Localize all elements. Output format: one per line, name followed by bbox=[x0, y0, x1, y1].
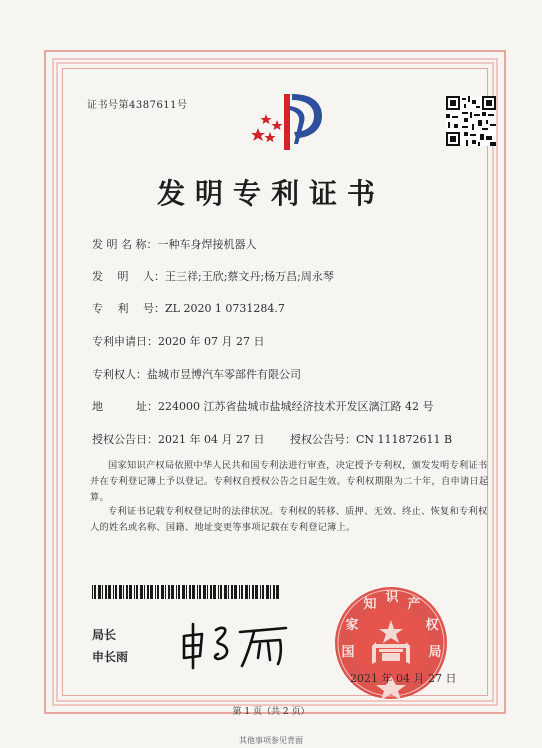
filing-date-value: 2020 年 07 月 27 日 bbox=[158, 335, 265, 348]
announce-date-row bbox=[92, 431, 264, 447]
barcode-bar bbox=[262, 585, 264, 599]
barcode-bar bbox=[197, 585, 198, 599]
invention-name-label: 发 明 名 称： bbox=[92, 238, 158, 251]
barcode-bar bbox=[189, 585, 191, 599]
announce-date-value: 2021 年 04 月 27 日 bbox=[158, 433, 265, 446]
barcode-bar bbox=[123, 585, 124, 599]
patent-number-value: ZL 2020 1 0731284.7 bbox=[165, 302, 285, 315]
barcode-bar bbox=[98, 585, 101, 599]
patent-number-label: 专 利 号： bbox=[92, 302, 165, 315]
barcode-bar bbox=[119, 585, 122, 599]
barcode-bar bbox=[136, 585, 138, 599]
barcode-bar bbox=[92, 585, 93, 599]
footer-note: 其他事项参见背面 bbox=[239, 736, 303, 745]
patentee-value: 盐城市昱博汽车零部件有限公司 bbox=[147, 368, 301, 381]
barcode-bar bbox=[239, 585, 240, 599]
announce-number-value: CN 111872611 B bbox=[356, 433, 453, 446]
handwritten-signature bbox=[180, 614, 290, 670]
seal-char-7: 局 bbox=[428, 645, 442, 660]
inventor-value: 王三祥;王欣;蔡文丹;杨万昌;周永琴 bbox=[165, 270, 334, 283]
address-label: 地 址： bbox=[92, 400, 158, 413]
announce-number-row bbox=[290, 431, 452, 447]
barcode-bar bbox=[245, 585, 248, 599]
director-title: 局长 bbox=[92, 628, 117, 642]
barcode-bar bbox=[207, 585, 208, 599]
barcode-bar bbox=[105, 585, 107, 599]
seal-char-5: 产 bbox=[407, 597, 421, 612]
barcode-bar bbox=[113, 585, 114, 599]
seal-char-6: 权 bbox=[425, 618, 439, 633]
barcode-bar bbox=[224, 585, 227, 599]
barcode-bar bbox=[157, 585, 159, 599]
barcode-bar bbox=[203, 585, 206, 599]
barcode-bar bbox=[234, 585, 237, 599]
patent-number-row bbox=[92, 300, 285, 316]
barcode-bar bbox=[199, 585, 201, 599]
invention-name-value: 一种车身焊接机器人 bbox=[157, 238, 257, 251]
seal-char-1: 国 bbox=[341, 645, 355, 660]
barcode-bar bbox=[270, 585, 271, 599]
barcode-bar bbox=[161, 585, 164, 599]
patentee-row bbox=[92, 366, 301, 382]
barcode-bar bbox=[231, 585, 233, 599]
barcode-bar bbox=[150, 585, 153, 599]
barcode-bar bbox=[168, 585, 170, 599]
barcode-bar bbox=[147, 585, 149, 599]
barcode-bar bbox=[220, 585, 222, 599]
certificate-number: 证书号第4387611号 bbox=[87, 100, 188, 111]
barcode-bar bbox=[94, 585, 96, 599]
announce-number-label: 授权公告号： bbox=[290, 433, 356, 446]
seal-char-3: 知 bbox=[363, 597, 377, 612]
inventor-label: 发 明 人： bbox=[92, 270, 165, 283]
barcode-bar bbox=[186, 585, 187, 599]
barcode-bar bbox=[126, 585, 128, 599]
barcode-bar bbox=[252, 585, 254, 599]
barcode-bar bbox=[134, 585, 135, 599]
barcode-bar bbox=[178, 585, 180, 599]
barcode-bar bbox=[144, 585, 145, 599]
barcode-bar bbox=[140, 585, 143, 599]
seal-char-4: 识 bbox=[385, 590, 399, 605]
barcode-bar bbox=[102, 585, 103, 599]
cnipa-logo-icon bbox=[252, 88, 326, 156]
inventor-row bbox=[92, 268, 334, 284]
barcode-bar bbox=[129, 585, 132, 599]
address-value: 224000 江苏省盐城市盐城经济技术开发区漓江路 42 号 bbox=[158, 400, 434, 413]
barcode-bar bbox=[273, 585, 275, 599]
barcode-bar bbox=[171, 585, 174, 599]
invention-name-row bbox=[92, 236, 257, 252]
barcode-bar bbox=[249, 585, 250, 599]
address-row bbox=[92, 398, 433, 414]
barcode-bar bbox=[266, 585, 269, 599]
filing-date-row bbox=[92, 333, 264, 349]
barcode-bar bbox=[260, 585, 261, 599]
barcode-bar bbox=[192, 585, 195, 599]
barcode-bar bbox=[155, 585, 156, 599]
barcode-icon bbox=[92, 585, 282, 599]
director-name: 申长雨 bbox=[92, 650, 129, 664]
barcode-bar bbox=[210, 585, 212, 599]
barcode-bar bbox=[213, 585, 216, 599]
patentee-label: 专利权人： bbox=[92, 368, 147, 381]
barcode-bar bbox=[115, 585, 117, 599]
certificate-title: 发明专利证书 bbox=[156, 177, 385, 210]
barcode-bar bbox=[176, 585, 177, 599]
barcode-bar bbox=[241, 585, 243, 599]
barcode-bar bbox=[228, 585, 229, 599]
legal-status-paragraph: 专利证书记载专利权登记时的法律状况。专利权的转移、质押、无效、终止、恢复和专利权人的姓名或名称、国籍、地址变更等事项记载在专利登记簿上。 bbox=[90, 506, 488, 533]
seal-char-2: 家 bbox=[345, 618, 359, 633]
announce-date-label: 授权公告日： bbox=[92, 433, 158, 446]
barcode-bar bbox=[182, 585, 185, 599]
barcode-bar bbox=[108, 585, 111, 599]
filing-date-label: 专利申请日： bbox=[92, 335, 158, 348]
qr-code-icon bbox=[446, 96, 496, 146]
seal-date: 2021 年 04 月 27 日 bbox=[350, 672, 457, 685]
barcode-bar bbox=[165, 585, 166, 599]
barcode-bar bbox=[276, 585, 279, 599]
page-number: 第 1 页（共 2 页） bbox=[232, 707, 310, 717]
grant-statement-paragraph: 国家知识产权局依照中华人民共和国专利法进行审查，决定授予专利权，颁发发明专利证书并在专利登记簿上予以登记。专利权自授权公告之日起生效。专利权期限为二十年，自申请日起算。 bbox=[90, 460, 489, 503]
barcode-bar bbox=[255, 585, 258, 599]
barcode-bar bbox=[218, 585, 219, 599]
